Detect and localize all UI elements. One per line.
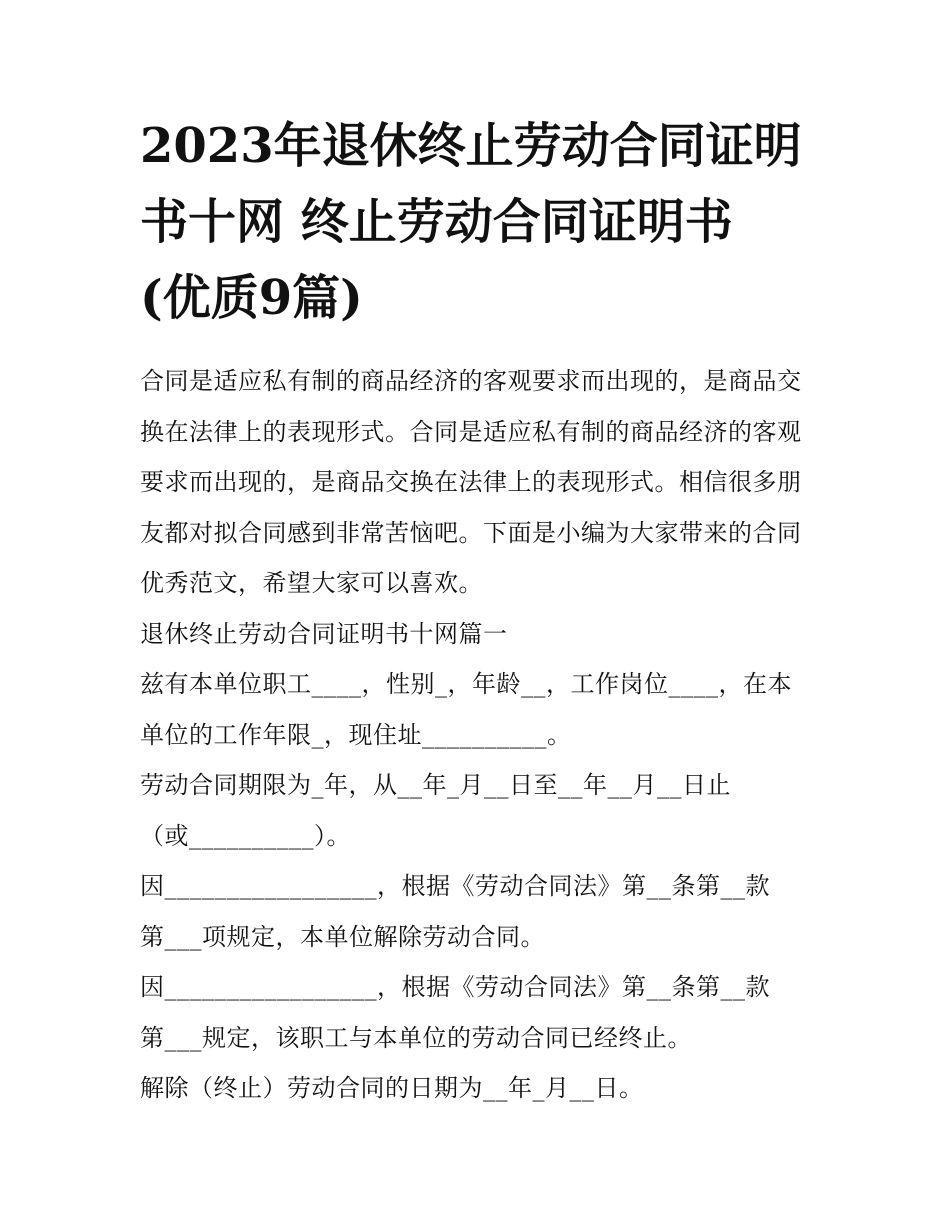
body-line: 优秀范文，希望大家可以喜欢。 [140,569,483,597]
body-line: 解除（终止）劳动合同的日期为__年_月__日。 [140,1074,644,1102]
body-line: 第___项规定，本单位解除劳动合同。 [140,922,545,951]
body-line: 友都对拟合同感到非常苦恼吧。下面是小编为大家带来的合同 [140,518,802,547]
title-line-3: (优质9篇) [140,270,363,326]
section-heading: 退休终止劳动合同证明书十网篇一 [140,619,508,648]
body-line: 要求而出现的，是商品交换在法律上的表现形式。相信很多朋 [140,468,802,496]
body-line: 因_________________，根据《劳动合同法》第__条第__款 [140,973,770,1001]
body-line: 劳动合同期限为_年，从__年_月__日至__年__月__日止 [140,771,731,799]
body-line: 换在法律上的表现形式。合同是适应私有制的商品经济的客观 [140,417,802,446]
body-line: （或__________）。 [140,821,351,850]
body-line: 合同是适应私有制的商品经济的客观要求而出现的，是商品交 [140,367,802,395]
body-line: 第___规定，该职工与本单位的劳动合同已经终止。 [140,1023,692,1052]
title-line-2: 书十网 终止劳动合同证明书 [140,194,733,250]
document-title [140,108,830,336]
body-line: 兹有本单位职工____，性别_，年龄__，工作岗位____，在本 [140,670,792,698]
title-line-1: 2023年退休终止劳动合同证明 [140,118,802,174]
body-line: 单位的工作年限_，现住址__________。 [140,720,572,749]
document-body [140,356,830,1114]
body-line: 因_________________，根据《劳动合同法》第__条第__款 [140,872,770,900]
